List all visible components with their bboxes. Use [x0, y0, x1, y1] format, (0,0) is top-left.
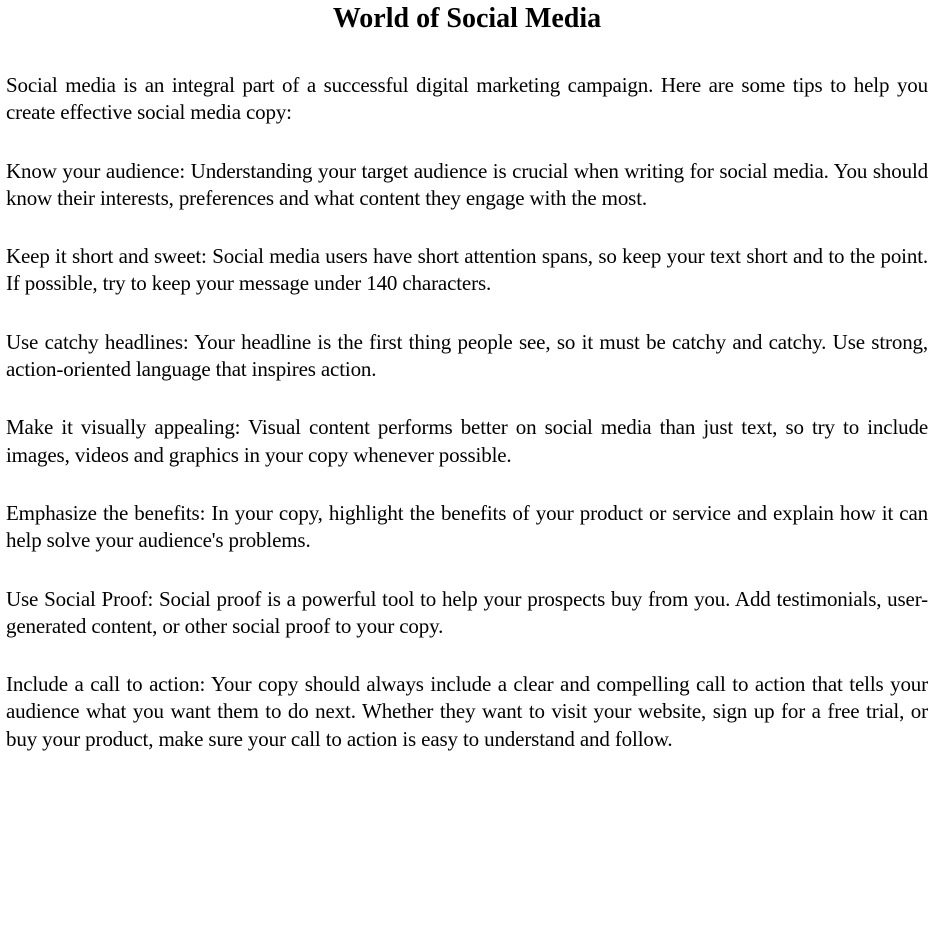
- tip-call-to-action-paragraph: Include a call to action: Your copy should always include a clear and compelling call to action that tells your audience what you want them to do next. Whether they want to visit your website, sign up for a free trial, or buy your product, make sure your call to action is easy to understand and follow.: [6, 672, 928, 751]
- tip-social-proof-paragraph: Use Social Proof: Social proof is a powerful tool to help your prospects buy from you. Add testimonials, user-generated content, or other social proof to your copy.: [6, 586, 928, 638]
- tip-benefits-paragraph: Emphasize the benefits: In your copy, highlight the benefits of your product or service and explain how it can help solve your audience's problems.: [6, 500, 928, 553]
- tip-visual-appeal-paragraph: Make it visually appealing: Visual content performs better on social media than just text, so try to include images, videos and graphics in your copy whenever possible.: [6, 415, 928, 467]
- tip-know-audience-paragraph: Know your audience: Understanding your target audience is crucial when writing for social media. You should know their interests, preferences and what content they engage with the most.: [6, 158, 928, 210]
- document-page: [6, 0, 928, 753]
- page-title: World of Social Media: [332, 3, 602, 34]
- tip-short-sweet-paragraph: Keep it short and sweet: Social media users have short attention spans, so keep your text short and to the point. If possible, try to keep your message under 140 characters.: [6, 244, 928, 296]
- intro-paragraph: Social media is an integral part of a successful digital marketing campaign. Here are some tips to help you create effective social media copy:: [6, 73, 928, 125]
- tip-catchy-headlines-paragraph: Use catchy headlines: Your headline is the first thing people see, so it must be catchy and catchy. Use strong, action-oriented language that inspires action.: [6, 329, 928, 382]
